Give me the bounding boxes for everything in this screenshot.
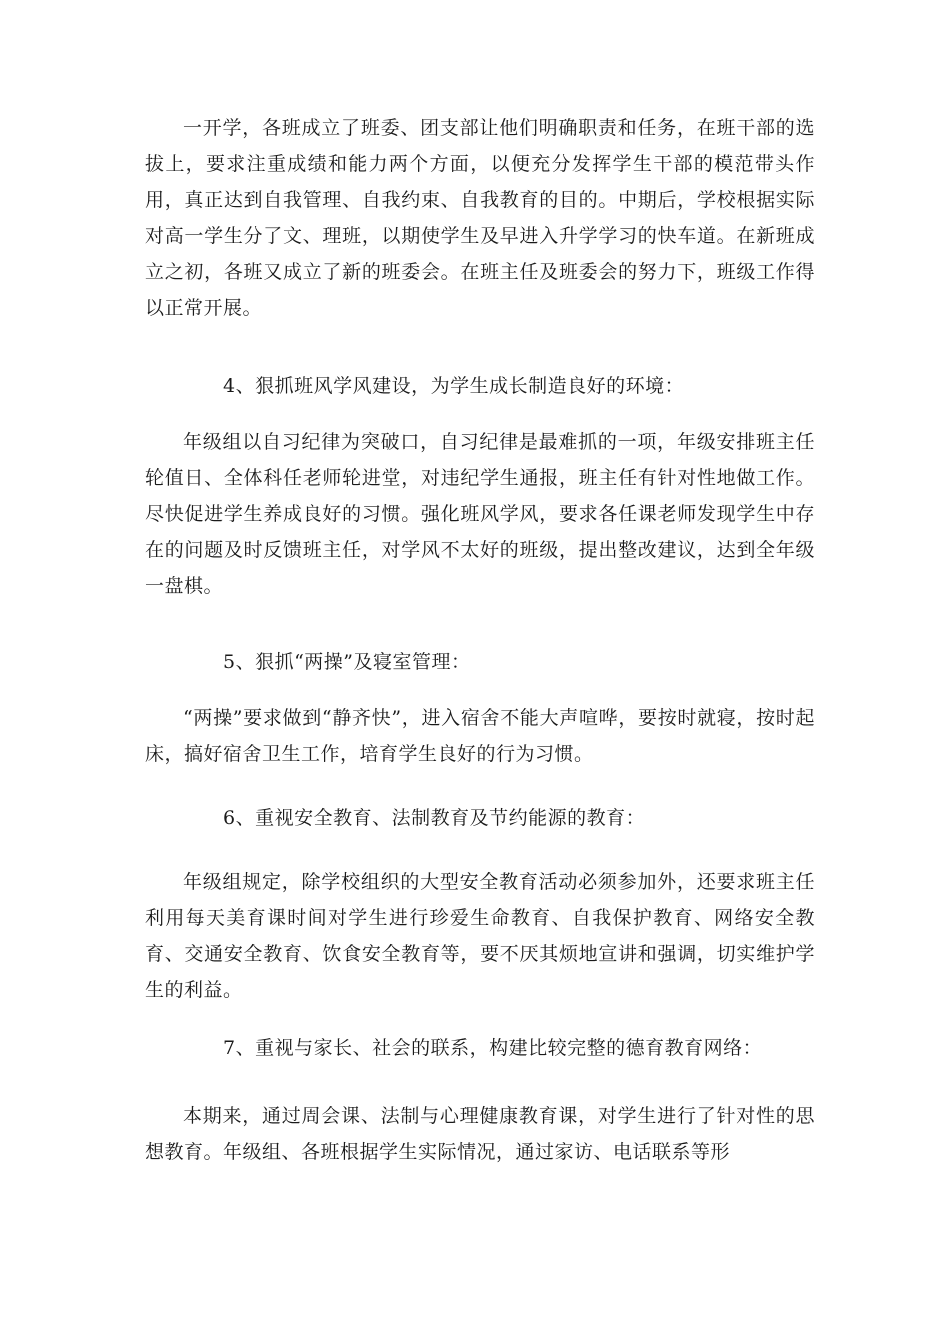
section-heading: 7、重视与家长、社会的联系，构建比较完整的德育教育网络：	[223, 1037, 763, 1059]
body-paragraph: 年级组规定，除学校组织的大型安全教育活动必须参加外，还要求班主任利用每天美育课时间对学生进行珍爱生命教育、自我保护教育、网络安全教育、交通安全教育、饮食安全教育等，要不厌其烦地宣讲和强调，切实维护学生的利益。	[145, 871, 815, 1001]
body-paragraph: 年级组以自习纪律为突破口，自习纪律是最难抓的一项，年级安排班主任轮值日、全体科任老师轮进堂，对违纪学生通报，班主任有针对性地做工作。尽快促进学生养成良好的习惯。强化班风学风，要求各任课老师发现学生中存在的问题及时反馈班主任，对学风不太好的班级，提出整改建议，达到全年级一盘棋。	[145, 431, 815, 597]
body-paragraph: 本期来，通过周会课、法制与心理健康教育课，对学生进行了针对性的思想教育。年级组、各班根据学生实际情况，通过家访、电话联系等形	[145, 1105, 815, 1163]
section-heading: 5、狠抓“两操”及寝室管理：	[223, 651, 471, 673]
section-heading: 6、重视安全教育、法制教育及节约能源的教育：	[223, 807, 646, 829]
body-paragraph: 一开学，各班成立了班委、团支部让他们明确职责和任务，在班干部的选拔上，要求注重成绩和能力两个方面，以便充分发挥学生干部的模范带头作用，真正达到自我管理、自我约束、自我教育的目的。中期后，学校根据实际对高一学生分了文、理班，以期使学生及早进入升学学习的快车道。在新班成立之初，各班又成立了新的班委会。在班主任及班委会的努力下，班级工作得以正常开展。	[145, 117, 815, 319]
section-heading: 4、狠抓班风学风建设，为学生成长制造良好的环境：	[223, 375, 685, 397]
body-paragraph: “两操”要求做到“静齐快”，进入宿舍不能大声喧哗，要按时就寝，按时起床，搞好宿舍卫生工作，培育学生良好的行为习惯。	[145, 707, 815, 765]
